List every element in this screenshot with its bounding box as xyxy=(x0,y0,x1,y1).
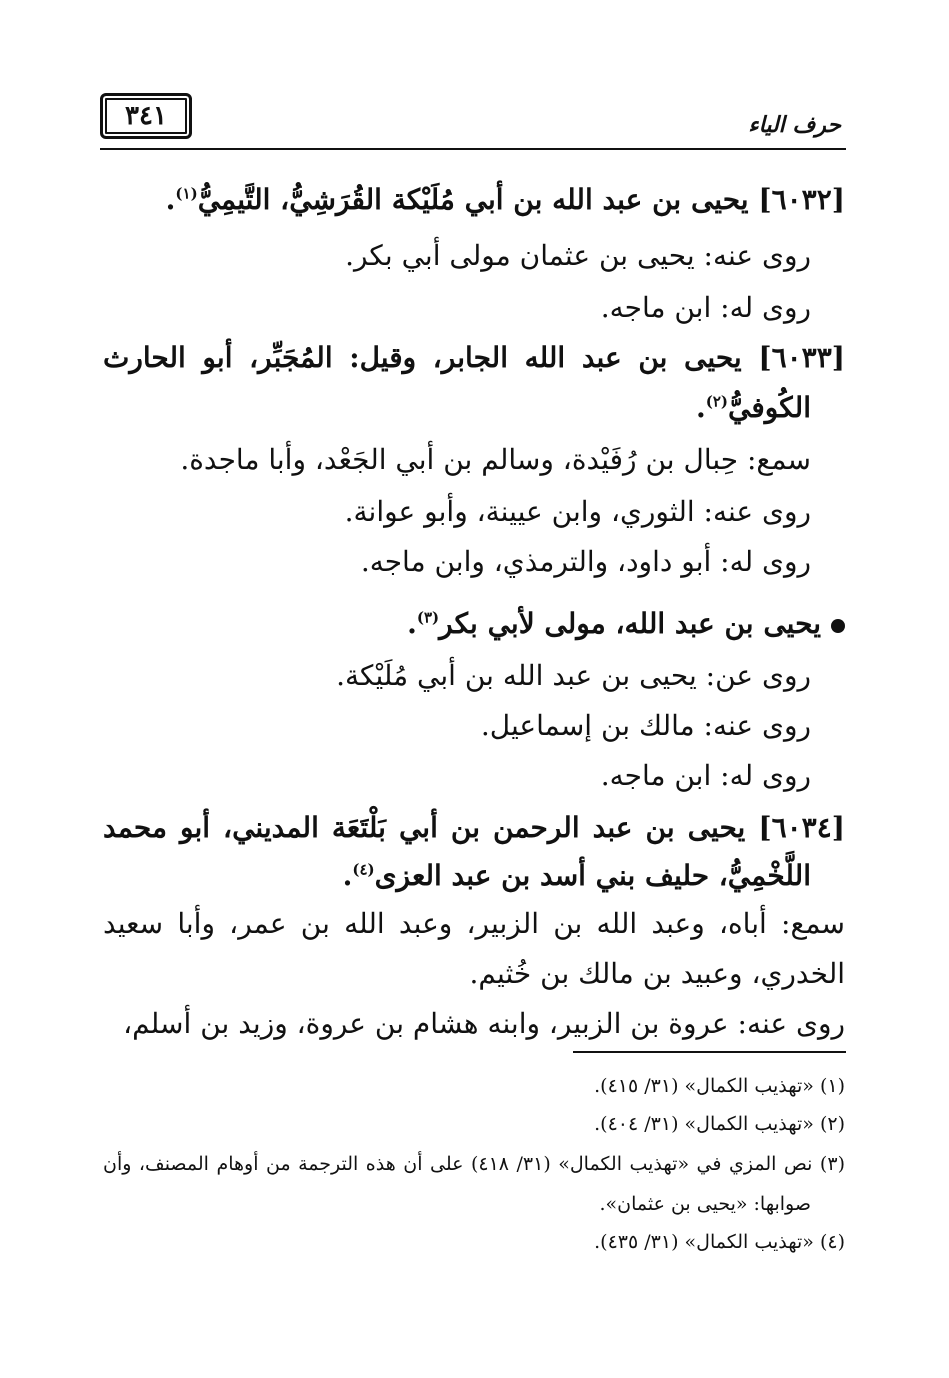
footnote-4: (٤) «تهذيب الكمال» (٣١/ ٤٣٥). xyxy=(594,1231,845,1253)
footnote-rule xyxy=(573,1051,846,1053)
footnote-3: (٣) نص المزي في «تهذيب الكمال» (٣١/ ٤١٨) على أن هذه الترجمة من أوهام المصنف، وأن xyxy=(103,1153,845,1175)
entry-6033-heard: سمع: حِبال بن رُفَيْدة، وسالم بن أبي الجَعْد، وأبا ماجدة. xyxy=(180,443,811,476)
entry-6034-title: [٦٠٣٤] يحيى بن عبد الرحمن بن أبي بَلْتَعَة المديني، أبو محمد xyxy=(103,811,845,844)
bullet-entry-narrated-from: روى عن: يحيى بن عبد الله بن أبي مُلَيْكة. xyxy=(336,659,811,692)
entry-6033-narrators-from: روى عنه: الثوري، وابن عيينة، وأبو عوانة. xyxy=(344,495,811,528)
entry-6034-narrators-from: روى عنه: عروة بن الزبير، وابنه هشام بن عروة، وزيد بن أسلم، xyxy=(123,1007,845,1040)
bullet-entry-title xyxy=(407,604,845,644)
entry-6033-title-cont xyxy=(696,388,811,428)
footnote-marker: (٢) xyxy=(705,392,729,411)
entry-6032-narrators-from: روى عنه: يحيى بن عثمان مولى أبي بكر. xyxy=(345,239,811,272)
entry-title-end: . xyxy=(342,859,353,892)
entry-title-text: يحيى بن عبد الله، مولى لأبي بكر xyxy=(439,607,821,640)
entry-title-end: . xyxy=(407,607,417,640)
entry-6032-narrated-by: روى له: ابن ماجه. xyxy=(600,291,811,324)
footnote-1: (١) «تهذيب الكمال» (٣١/ ٤١٥). xyxy=(594,1075,845,1097)
entry-title-text: الكُوفيُّ xyxy=(728,391,811,424)
entry-6034-heard-cont: الخدري، وعبيد بن مالك بن خُثيم. xyxy=(469,957,845,990)
entry-title-text: [٦٠٣٢] يحيى بن عبد الله بن أبي مُلَيْكة القُرَشِيُّ، التَّيمِيُّ xyxy=(197,183,845,216)
footnote-2: (٢) «تهذيب الكمال» (٣١/ ٤٠٤). xyxy=(594,1113,845,1135)
footnote-marker: (٣) xyxy=(416,608,440,627)
entry-6034-title-cont xyxy=(343,856,811,896)
bullet-entry-narrated-by: روى له: ابن ماجه. xyxy=(600,759,811,792)
entry-6034-heard: سمع: أباه، وعبد الله بن الزبير، وعبد الله بن عمر، وأبا سعيد xyxy=(103,907,845,940)
header-rule xyxy=(100,148,846,150)
footnote-marker: (١) xyxy=(175,184,198,203)
bullet-icon xyxy=(831,619,845,633)
entry-title-end: . xyxy=(165,183,176,216)
entry-title-text: اللَّخْمِيُّ، حليف بني أسد بن عبد العزى xyxy=(374,859,811,892)
bullet-entry-narrators-from: روى عنه: مالك بن إسماعيل. xyxy=(480,709,811,742)
entry-title-end: . xyxy=(696,391,706,424)
footnote-3-cont: صوابها: «يحيى بن عثمان». xyxy=(599,1193,811,1215)
entry-6033-title: [٦٠٣٣] يحيى بن عبد الله الجابر، وقيل: المُجَبِّر، أبو الحارث xyxy=(103,341,845,374)
running-head: حرف الياء xyxy=(748,112,841,138)
footnote-marker: (٤) xyxy=(352,860,375,879)
entry-6032-title xyxy=(166,180,845,220)
page-number: ٣٤١ xyxy=(100,93,192,139)
entry-6033-narrated-by: روى له: أبو داود، والترمذي، وابن ماجه. xyxy=(360,545,811,578)
